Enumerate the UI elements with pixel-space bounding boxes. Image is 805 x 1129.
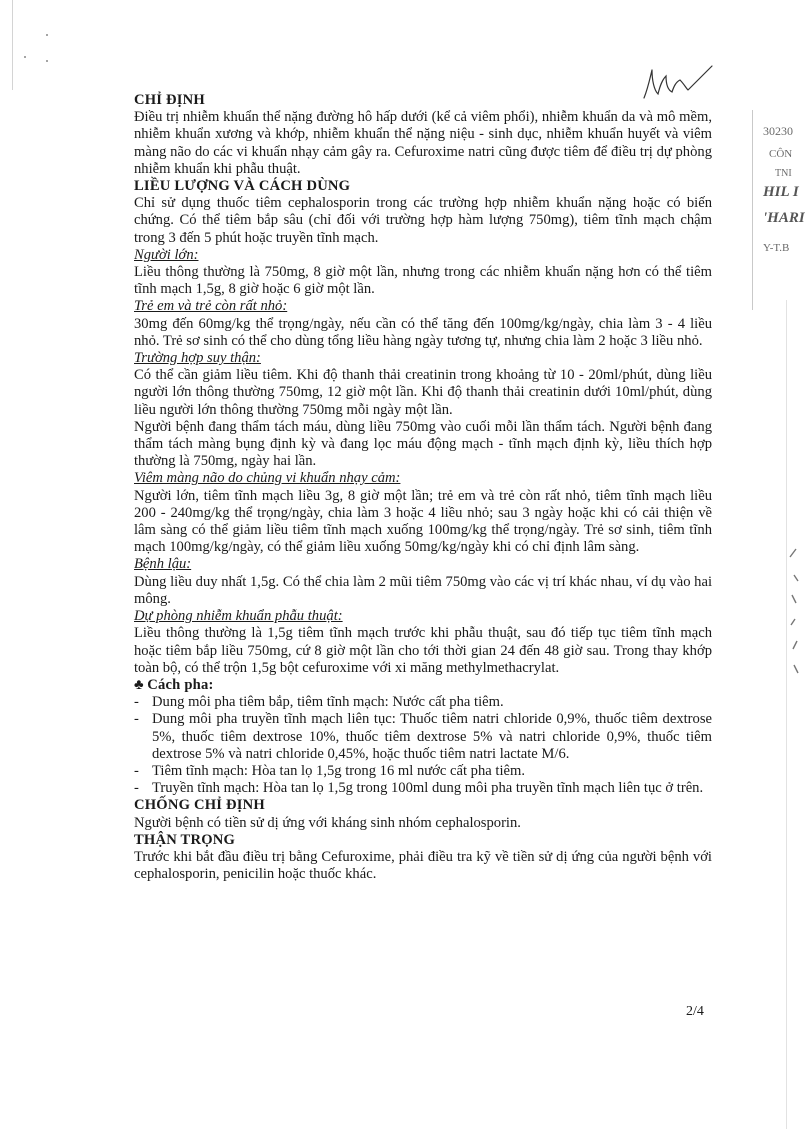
subheading-suy-than: Trường hợp suy thận: — [134, 350, 261, 367]
club-bullet-icon: ♣ — [134, 676, 144, 693]
paragraph: Người bệnh có tiền sử dị ứng với kháng sinh nhóm cephalosporin. — [134, 814, 521, 831]
stamp-text: 'HARI — [763, 210, 805, 226]
paragraph: Liều thông thường là 1,5g tiêm tĩnh mạch trước khi phẫu thuật, sau đó tiếp tục tiêm tĩnh mạch hoặc tiêm bắp liều 750mg, cứ 8 giờ một lần cho tới thời gian 24 đến 48 giờ sau. Trong thay khớp toàn bộ, có thể trộn 1,5g bột cefuroxime với xi măng methylmethacrylat. — [134, 625, 712, 676]
scan-edge-artifact — [786, 545, 799, 685]
page-number: 2/4 — [686, 1004, 704, 1019]
paragraph: Điều trị nhiễm khuẩn thể nặng đường hô hấp dưới (kể cả viêm phổi), nhiễm khuẩn da và mô mềm, nhiễm khuẩn xương và khớp, nhiễm khuẩn thể nặng niệu - sinh dục, nhiễm khuẩn huyết và viêm màng não do các vi khuẩn nhạy cảm gây ra. Cefuroxime natri cũng được tiêm để điều trị dự phòng nhiễm khuẩn khi phẫu thuật. — [134, 109, 712, 177]
cach-pha-list — [134, 694, 712, 797]
stamp-text: 30230 — [763, 124, 793, 138]
heading-than-trong: THẬN TRỌNG — [134, 831, 236, 848]
paragraph: Người lớn, tiêm tĩnh mạch liều 3g, 8 giờ một lần; trẻ em và trẻ còn rất nhỏ, tiêm tĩnh mạch liều 200 - 240mg/kg thể trọng/ngày, chia làm 3 hoặc 4 liều nhỏ; sau 3 ngày hoặc khi có cải thiện về lâm sàng có thể giảm liều tiêm tĩnh mạch xuống 100mg/kg thể trọng/ngày. Trẻ sơ sinh, tiêm tĩnh mạch 100mg/kg/ngày, có thể giảm liều xuống 50mg/kg/ngày khi có chỉ định lâm sàng. — [134, 487, 712, 556]
scan-margin-line-right — [786, 300, 787, 1129]
list-item: - Tiêm tĩnh mạch: Hòa tan lọ 1,5g trong 16 ml nước cất pha tiêm. — [134, 763, 712, 780]
subheading-viem-mang-nao: Viêm màng não do chủng vi khuẩn nhạy cảm: — [134, 470, 401, 487]
subheading-du-phong: Dự phòng nhiễm khuẩn phẫu thuật: — [134, 608, 343, 625]
paragraph: 30mg đến 60mg/kg thể trọng/ngày, nếu cần có thể tăng đến 100mg/kg/ngày, chia làm 3 - 4 liều nhỏ. Trẻ sơ sinh có thể cho dùng tổng liều hàng ngày tương tự, nhưng chia làm 2 hoặc 3 liều nhỏ. — [134, 315, 712, 349]
paragraph: Có thể cần giảm liều tiêm. Khi độ thanh thải creatinin trong khoảng từ 10 - 20ml/phút, dùng liều người lớn thông thường 750mg, 12 giờ một lần. Khi độ thanh thải creatinin dưới 10ml/phút, dùng liều người lớn thông thường 750mg mỗi ngày một lần. — [134, 367, 712, 418]
scan-speck — [24, 56, 26, 58]
subheading-tre-em: Trẻ em và trẻ còn rất nhỏ: — [134, 298, 288, 315]
paragraph: Người bệnh đang thẩm tách máu, dùng liều 750mg vào cuối mỗi lần thẩm tách. Người bệnh đang thẩm tách màng bụng định kỳ và đang lọc máu động mạch - tĩnh mạch định kỳ, liều thích hợp thường là 750mg, ngày hai lần. — [134, 418, 712, 470]
list-item: - Dung môi pha truyền tĩnh mạch liên tục: Thuốc tiêm natri chloride 0,9%, thuốc tiêm dextrose 5%, thuốc tiêm dextrose 10%, thuốc tiêm dextrose 5% và natri chloride 0,9%, thuốc tiêm dextrose 5% và natri chloride 0,45%, hoặc thuốc tiêm natri lactate M/6. — [134, 711, 712, 763]
stamp-text: Y-T.B — [763, 242, 790, 254]
list-item: - Dung môi pha tiêm bắp, tiêm tĩnh mạch: Nước cất pha tiêm. — [134, 694, 712, 711]
paragraph: Liều thông thường là 750mg, 8 giờ một lần, nhưng trong các nhiễm khuẩn nặng hơn có thể tiêm tĩnh mạch 1,5g, 8 giờ hoặc 6 giờ một lần. — [134, 264, 712, 298]
paragraph: Trước khi bắt đầu điều trị bằng Cefuroxime, phải điều tra kỹ về tiền sử dị ứng của người bệnh với cephalosporin, penicilin hoặc thuốc khác. — [134, 848, 712, 883]
heading-chi-dinh: CHỈ ĐỊNH — [134, 92, 205, 108]
paragraph: Dùng liều duy nhất 1,5g. Có thể chia làm 2 mũi tiêm 750mg vào các vị trí khác nhau, ví dụ vào hai mông. — [134, 573, 712, 607]
subheading-benh-lau: Bệnh lậu: — [134, 556, 192, 573]
scan-speck — [46, 34, 48, 36]
stamp-text: TNI — [775, 168, 792, 179]
scan-speck — [46, 60, 48, 62]
stamp-fragment — [752, 110, 805, 310]
stamp-text: HIL I — [763, 184, 799, 200]
scan-margin-line-left — [12, 0, 13, 90]
heading-lieu-luong: LIỀU LƯỢNG VÀ CÁCH DÙNG — [134, 178, 351, 195]
heading-chong-chi-dinh: CHỐNG CHỈ ĐỊNH — [134, 797, 265, 814]
subheading-nguoi-lon: Người lớn: — [134, 246, 199, 263]
document-body — [134, 92, 712, 883]
heading-cach-pha: Cách pha: — [147, 676, 214, 693]
stamp-text: CÔN — [769, 148, 793, 160]
paragraph: Chỉ sử dụng thuốc tiêm cephalosporin trong các trường hợp nhiễm khuẩn nặng hoặc có biến chứng. Có thể tiêm bắp sâu (chỉ đối với trường hợp hàm lượng 750mg), tiêm tĩnh mạch chậm trong 3 đến 5 phút hoặc truyền tĩnh mạch. — [134, 195, 712, 246]
list-item: - Truyền tĩnh mạch: Hòa tan lọ 1,5g trong 100ml dung môi pha truyền tĩnh mạch liên tục ở trên. — [134, 780, 712, 797]
